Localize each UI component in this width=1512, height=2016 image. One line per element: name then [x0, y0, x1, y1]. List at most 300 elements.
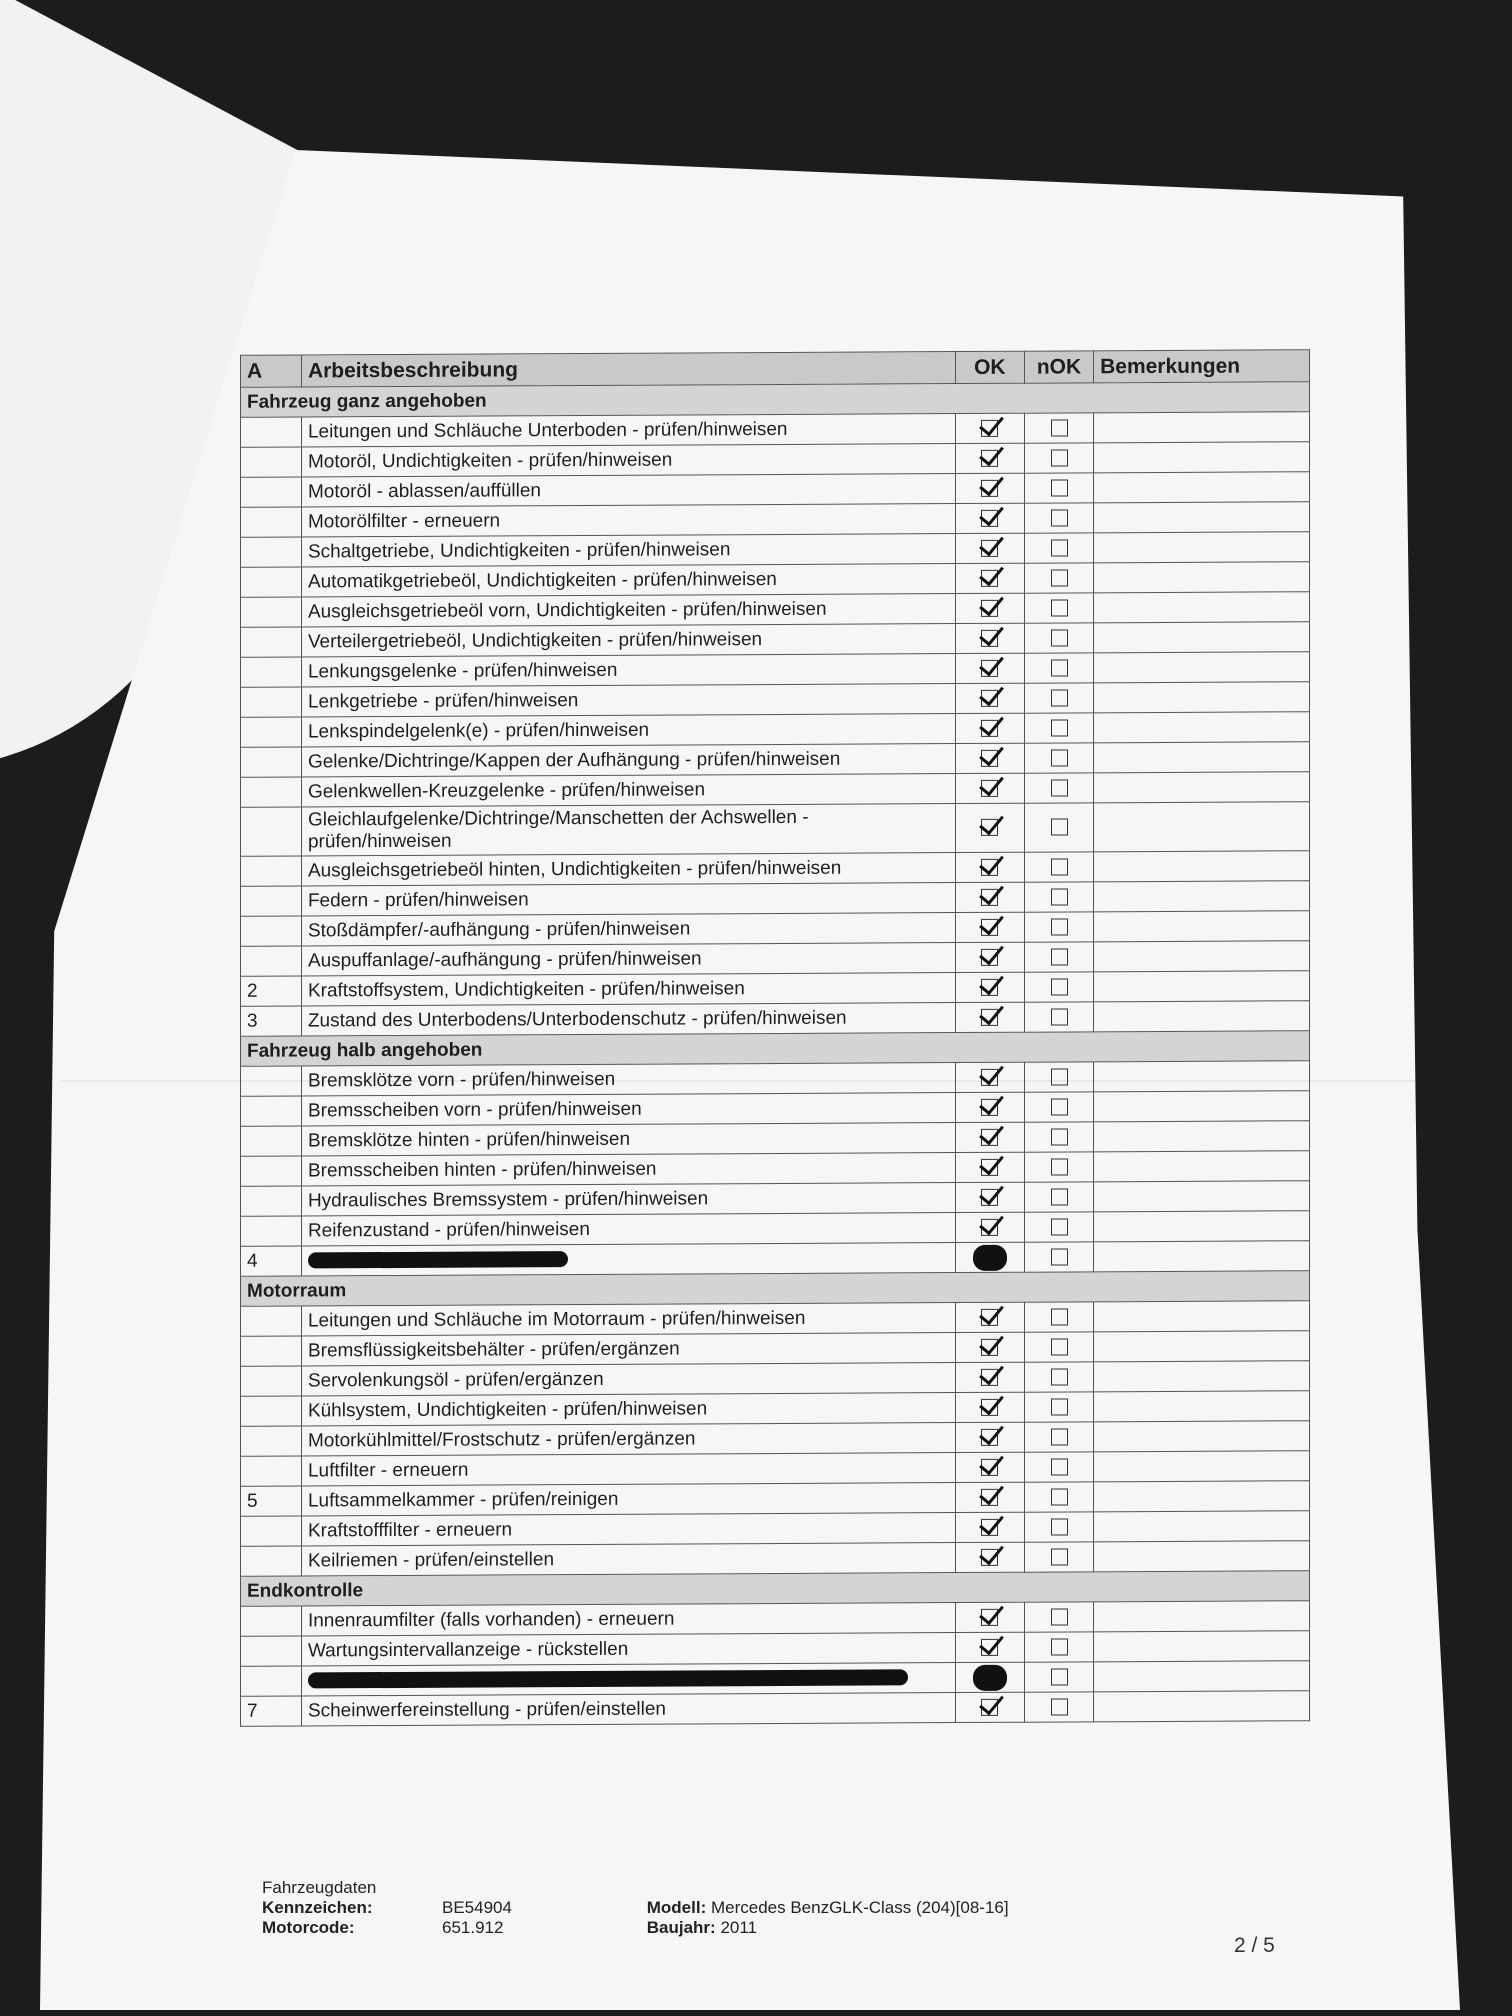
plate-label: Kennzeichen: [262, 1898, 373, 1917]
nok-checkbox[interactable] [1051, 659, 1068, 676]
ok-cell [955, 413, 1024, 443]
ok-cell [955, 1242, 1024, 1272]
nok-cell [1024, 1302, 1093, 1332]
header-ok: OK [955, 351, 1024, 383]
remarks-cell[interactable] [1094, 1241, 1310, 1272]
nok-checkbox[interactable] [1051, 1638, 1068, 1655]
nok-checkbox[interactable] [1051, 719, 1068, 736]
ok-cell [955, 1152, 1024, 1182]
row-number [241, 1336, 302, 1366]
row-number [241, 1306, 302, 1336]
row-number [241, 856, 302, 886]
row-description: Bremsscheiben vorn - prüfen/hinweisen [301, 1093, 955, 1126]
row-description [301, 1663, 955, 1696]
ok-checkbox[interactable] [981, 600, 998, 617]
row-number [241, 886, 302, 916]
nok-checkbox[interactable] [1051, 918, 1068, 935]
remarks-cell[interactable] [1094, 851, 1310, 882]
nok-checkbox[interactable] [1051, 509, 1068, 526]
row-number [241, 687, 302, 717]
ok-cell [955, 1452, 1024, 1482]
row-number [241, 1456, 302, 1486]
remarks-cell[interactable] [1094, 442, 1310, 473]
ok-checkbox[interactable] [981, 1489, 998, 1506]
ok-cell [955, 1422, 1024, 1452]
remarks-cell[interactable] [1094, 1601, 1310, 1632]
row-number [241, 1066, 302, 1096]
row-description: Gelenke/Dichtringe/Kappen der Aufhängung - prüfen/hinweisen [301, 744, 955, 777]
remarks-cell[interactable] [1094, 1181, 1310, 1212]
nok-cell [1024, 1512, 1093, 1542]
nok-checkbox[interactable] [1051, 569, 1068, 586]
ok-checkbox[interactable] [981, 1219, 998, 1236]
nok-cell [1024, 533, 1093, 563]
nok-checkbox[interactable] [1051, 858, 1068, 875]
ok-cell [955, 533, 1024, 563]
ok-checkbox[interactable] [981, 420, 998, 437]
row-description: Motoröl - ablassen/auffüllen [301, 474, 955, 507]
row-description: Hydraulisches Bremssystem - prüfen/hinweisen [301, 1183, 955, 1216]
nok-checkbox[interactable] [1051, 1488, 1068, 1505]
nok-checkbox[interactable] [1051, 1398, 1068, 1415]
ok-cell [955, 443, 1024, 473]
ok-checkbox[interactable] [981, 949, 998, 966]
nok-cell [1024, 1422, 1093, 1452]
nok-cell [1024, 713, 1093, 743]
row-description: Bremsklötze vorn - prüfen/hinweisen [301, 1063, 955, 1096]
remarks-cell[interactable] [1094, 802, 1310, 852]
year-label: Baujahr: [646, 1918, 716, 1937]
ok-cell [955, 1182, 1024, 1212]
ok-cell [955, 473, 1024, 503]
nok-checkbox[interactable] [1051, 449, 1068, 466]
ok-checkbox[interactable] [981, 750, 998, 767]
row-description: Ausgleichsgetriebeöl vorn, Undichtigkeiten - prüfen/hinweisen [301, 594, 955, 627]
nok-cell [1024, 1182, 1093, 1212]
ok-checkbox[interactable] [981, 1099, 998, 1116]
model-value: Mercedes BenzGLK-Class (204)[08-16] [710, 1898, 1009, 1917]
row-number [241, 1426, 302, 1456]
row-number [241, 747, 302, 777]
ok-checkbox[interactable] [981, 630, 998, 647]
row-description: Verteilergetriebeöl, Undichtigkeiten - prüfen/hinweisen [301, 624, 955, 657]
row-number [241, 807, 302, 856]
row-number: 4 [241, 1246, 302, 1276]
row-description: Ausgleichsgetriebeöl hinten, Undichtigkeiten - prüfen/hinweisen [301, 853, 955, 886]
nok-cell [1024, 1482, 1093, 1512]
nok-cell [1024, 972, 1093, 1002]
ok-checkbox[interactable] [981, 660, 998, 677]
nok-checkbox[interactable] [1051, 1098, 1068, 1115]
remarks-cell[interactable] [1094, 1451, 1310, 1482]
remarks-cell[interactable] [1094, 562, 1310, 593]
remarks-cell[interactable] [1094, 1001, 1310, 1032]
redacted-text [308, 1670, 908, 1689]
row-description: Wartungsintervallanzeige - rückstellen [301, 1633, 955, 1666]
nok-checkbox[interactable] [1051, 599, 1068, 616]
nok-cell [1024, 1362, 1093, 1392]
ok-cell [955, 1602, 1024, 1632]
ok-cell [955, 1092, 1024, 1122]
nok-checkbox[interactable] [1051, 948, 1068, 965]
ok-checkbox[interactable] [981, 1459, 998, 1476]
nok-cell [1024, 503, 1093, 533]
ok-cell [955, 1002, 1024, 1032]
ok-cell [955, 1632, 1024, 1662]
remarks-cell[interactable] [1094, 1301, 1310, 1332]
ok-checkbox[interactable] [981, 570, 998, 587]
remarks-cell[interactable] [1094, 1541, 1310, 1572]
remarks-cell[interactable] [1094, 592, 1310, 623]
ok-cell [955, 1332, 1024, 1362]
remarks-cell[interactable] [1094, 652, 1310, 683]
ok-checkbox[interactable] [981, 1549, 998, 1566]
nok-checkbox[interactable] [1051, 1518, 1068, 1535]
remarks-cell[interactable] [1094, 971, 1310, 1002]
nok-checkbox[interactable] [1051, 1428, 1068, 1445]
nok-cell [1024, 1632, 1093, 1662]
nok-cell [1024, 1152, 1093, 1182]
nok-cell [1024, 942, 1093, 972]
ok-checkbox[interactable] [981, 1699, 998, 1716]
remarks-cell[interactable] [1094, 1421, 1310, 1452]
row-number [241, 477, 302, 507]
ok-checkbox[interactable] [981, 1009, 998, 1026]
header-work-description: Arbeitsbeschreibung [301, 352, 955, 387]
row-number [241, 1636, 302, 1666]
remarks-cell[interactable] [1094, 1661, 1310, 1692]
nok-checkbox[interactable] [1051, 689, 1068, 706]
ink-blot-checkbox[interactable] [973, 1244, 1007, 1270]
ok-checkbox[interactable] [981, 720, 998, 737]
row-description: Lenkungsgelenke - prüfen/hinweisen [301, 654, 955, 687]
header-remarks: Bemerkungen [1094, 350, 1310, 383]
ok-cell [955, 773, 1024, 803]
nok-cell [1024, 413, 1093, 443]
ok-cell [955, 503, 1024, 533]
row-description: Gleichlaufgelenke/Dichtringe/Manschetten der Achswellen - prüfen/hinweisen [301, 804, 955, 856]
row-number [241, 597, 302, 627]
remarks-cell[interactable] [1094, 1121, 1310, 1152]
table-row [241, 802, 1310, 857]
nok-cell [1024, 1392, 1093, 1422]
row-number [241, 1216, 302, 1246]
ok-checkbox[interactable] [981, 1369, 998, 1386]
row-description: Motoröl, Undichtigkeiten - prüfen/hinweisen [301, 444, 955, 477]
nok-cell [1024, 443, 1093, 473]
redacted-text [308, 1252, 568, 1269]
vehicle-data-title: Fahrzeugdaten [262, 1878, 377, 1897]
year-value: 2011 [720, 1918, 757, 1937]
nok-checkbox[interactable] [1051, 1548, 1068, 1565]
nok-cell [1024, 1452, 1093, 1482]
ok-cell [955, 852, 1024, 882]
nok-cell [1024, 1122, 1093, 1152]
ok-cell [955, 653, 1024, 683]
row-number: 2 [241, 976, 302, 1006]
nok-cell [1024, 1662, 1093, 1692]
nok-checkbox[interactable] [1051, 629, 1068, 646]
row-number [241, 657, 302, 687]
remarks-cell[interactable] [1094, 682, 1310, 713]
ok-cell [955, 912, 1024, 942]
nok-cell [1024, 1242, 1093, 1272]
row-description: Kühlsystem, Undichtigkeiten - prüfen/hinweisen [301, 1393, 955, 1426]
ok-cell [955, 1062, 1024, 1092]
nok-cell [1024, 593, 1093, 623]
remarks-cell[interactable] [1094, 881, 1310, 912]
nok-checkbox[interactable] [1051, 1218, 1068, 1235]
row-description: Motorkühlmittel/Frostschutz - prüfen/ergänzen [301, 1423, 955, 1456]
nok-checkbox[interactable] [1051, 479, 1068, 496]
row-description: Bremsscheiben hinten - prüfen/hinweisen [301, 1153, 955, 1186]
nok-cell [1024, 683, 1093, 713]
section-title: Fahrzeug ganz angehoben [241, 382, 1310, 418]
ok-checkbox[interactable] [981, 510, 998, 527]
ok-cell [955, 623, 1024, 653]
nok-cell [1024, 1092, 1093, 1122]
engine-code-label: Motorcode: [262, 1918, 355, 1937]
ok-cell [955, 683, 1024, 713]
row-number: 3 [241, 1006, 302, 1036]
nok-checkbox[interactable] [1051, 1608, 1068, 1625]
row-description: Leitungen und Schläuche Unterboden - prüfen/hinweisen [301, 414, 955, 447]
nok-cell [1024, 1002, 1093, 1032]
ok-cell [955, 882, 1024, 912]
table-row [241, 1691, 1310, 1727]
section-title: Endkontrolle [241, 1571, 1310, 1607]
nok-cell [1024, 1332, 1093, 1362]
ok-cell [955, 713, 1024, 743]
remarks-cell[interactable] [1094, 742, 1310, 773]
row-number [241, 946, 302, 976]
ok-cell [955, 803, 1024, 852]
nok-checkbox[interactable] [1051, 1668, 1068, 1685]
row-number [241, 1666, 302, 1696]
ok-cell [955, 972, 1024, 1002]
nok-checkbox[interactable] [1051, 819, 1068, 836]
ok-checkbox[interactable] [981, 1129, 998, 1146]
remarks-cell[interactable] [1094, 941, 1310, 972]
ok-checkbox[interactable] [981, 1639, 998, 1656]
row-description: Bremsklötze hinten - prüfen/hinweisen [301, 1123, 955, 1156]
nok-cell [1024, 623, 1093, 653]
ok-checkbox[interactable] [981, 1309, 998, 1326]
nok-checkbox[interactable] [1051, 1368, 1068, 1385]
row-description: Scheinwerfereinstellung - prüfen/einstellen [301, 1693, 955, 1726]
row-description: Leitungen und Schläuche im Motorraum - prüfen/hinweisen [301, 1303, 955, 1336]
nok-cell [1024, 1602, 1093, 1632]
ok-checkbox[interactable] [981, 1159, 998, 1176]
nok-checkbox[interactable] [1051, 749, 1068, 766]
row-number [241, 1396, 302, 1426]
row-number [241, 1606, 302, 1636]
plate-value: BE54904 [442, 1898, 512, 1917]
nok-cell [1024, 1692, 1093, 1722]
row-number [241, 916, 302, 946]
row-description: Stoßdämpfer/-aufhängung - prüfen/hinweisen [301, 913, 955, 946]
ok-cell [955, 1482, 1024, 1512]
remarks-cell[interactable] [1094, 1481, 1310, 1512]
row-number [241, 1126, 302, 1156]
ok-cell [955, 1362, 1024, 1392]
ok-cell [955, 1662, 1024, 1692]
row-number [241, 447, 302, 477]
row-description: Zustand des Unterbodens/Unterbodenschutz - prüfen/hinweisen [301, 1003, 955, 1036]
nok-cell [1024, 852, 1093, 882]
ok-checkbox[interactable] [981, 1429, 998, 1446]
row-number [241, 1096, 302, 1126]
ok-cell [955, 743, 1024, 773]
nok-checkbox[interactable] [1051, 539, 1068, 556]
ok-checkbox[interactable] [981, 1399, 998, 1416]
nok-cell [1024, 882, 1093, 912]
remarks-cell[interactable] [1094, 412, 1310, 443]
nok-checkbox[interactable] [1051, 1308, 1068, 1325]
nok-checkbox[interactable] [1051, 1458, 1068, 1475]
remarks-cell[interactable] [1094, 1691, 1310, 1722]
remarks-cell[interactable] [1094, 1091, 1310, 1122]
nok-cell [1024, 473, 1093, 503]
row-number [241, 507, 302, 537]
nok-checkbox[interactable] [1051, 1008, 1068, 1025]
remarks-cell[interactable] [1094, 911, 1310, 942]
ok-cell [955, 1512, 1024, 1542]
remarks-cell[interactable] [1094, 1061, 1310, 1092]
remarks-cell[interactable] [1094, 1391, 1310, 1422]
row-number [241, 717, 302, 747]
nok-checkbox[interactable] [1051, 1128, 1068, 1145]
nok-checkbox[interactable] [1051, 978, 1068, 995]
ok-checkbox[interactable] [981, 979, 998, 996]
remarks-cell[interactable] [1094, 1151, 1310, 1182]
row-number [241, 417, 302, 447]
section-title: Motorraum [241, 1271, 1310, 1307]
remarks-cell[interactable] [1094, 502, 1310, 533]
nok-cell [1024, 653, 1093, 683]
row-number [241, 1156, 302, 1186]
remarks-cell[interactable] [1094, 532, 1310, 563]
ok-checkbox[interactable] [981, 480, 998, 497]
ok-checkbox[interactable] [981, 1339, 998, 1356]
row-description: Kraftstoffsystem, Undichtigkeiten - prüfen/hinweisen [301, 973, 955, 1006]
ok-checkbox[interactable] [981, 859, 998, 876]
row-description: Luftsammelkammer - prüfen/reinigen [301, 1483, 955, 1516]
row-description: Kraftstofffilter - erneuern [301, 1513, 955, 1546]
nok-cell [1024, 773, 1093, 803]
ok-checkbox[interactable] [981, 690, 998, 707]
row-description: Keilriemen - prüfen/einstellen [301, 1543, 955, 1576]
nok-checkbox[interactable] [1051, 888, 1068, 905]
ok-checkbox[interactable] [981, 450, 998, 467]
remarks-cell[interactable] [1094, 1211, 1310, 1242]
nok-cell [1024, 912, 1093, 942]
header-section-letter: A [241, 355, 302, 387]
row-number [241, 777, 302, 807]
row-description: Schaltgetriebe, Undichtigkeiten - prüfen/hinweisen [301, 534, 955, 567]
engine-code-value: 651.912 [442, 1918, 504, 1937]
ok-cell [955, 593, 1024, 623]
nok-cell [1024, 1542, 1093, 1572]
row-description: Servolenkungsöl - prüfen/ergänzen [301, 1363, 955, 1396]
model-label: Modell: [646, 1898, 707, 1917]
remarks-cell[interactable] [1094, 1361, 1310, 1392]
row-description: Motorölfilter - erneuern [301, 504, 955, 537]
row-number: 5 [241, 1486, 302, 1516]
row-number [241, 1366, 302, 1396]
page-number: 2 / 5 [1234, 1934, 1275, 1957]
nok-checkbox[interactable] [1051, 419, 1068, 436]
ok-checkbox[interactable] [981, 919, 998, 936]
ok-checkbox[interactable] [981, 1069, 998, 1086]
ok-checkbox[interactable] [981, 1189, 998, 1206]
ok-checkbox[interactable] [981, 889, 998, 906]
ok-cell [955, 563, 1024, 593]
ink-blot-checkbox[interactable] [973, 1664, 1007, 1690]
row-description: Bremsflüssigkeitsbehälter - prüfen/ergänzen [301, 1333, 955, 1366]
nok-checkbox[interactable] [1051, 1068, 1068, 1085]
remarks-cell[interactable] [1094, 772, 1310, 803]
row-number [241, 567, 302, 597]
nok-cell [1024, 803, 1093, 852]
row-description: Lenkspindelgelenk(e) - prüfen/hinweisen [301, 714, 955, 747]
row-number: 7 [241, 1696, 302, 1726]
nok-cell [1024, 1212, 1093, 1242]
nok-checkbox[interactable] [1051, 1188, 1068, 1205]
row-number [241, 1186, 302, 1216]
nok-checkbox[interactable] [1051, 1158, 1068, 1175]
ok-cell [955, 1692, 1024, 1722]
remarks-cell[interactable] [1094, 1511, 1310, 1542]
ok-checkbox[interactable] [981, 819, 998, 836]
nok-checkbox[interactable] [1051, 1338, 1068, 1355]
remarks-cell[interactable] [1094, 472, 1310, 503]
nok-cell [1024, 563, 1093, 593]
ok-checkbox[interactable] [981, 540, 998, 557]
ok-cell [955, 1212, 1024, 1242]
nok-checkbox[interactable] [1051, 779, 1068, 796]
remarks-cell[interactable] [1094, 1631, 1310, 1662]
ok-checkbox[interactable] [981, 1609, 998, 1626]
ok-cell [955, 1542, 1024, 1572]
nok-cell [1024, 1062, 1093, 1092]
row-number [241, 1516, 302, 1546]
nok-cell [1024, 743, 1093, 773]
ok-checkbox[interactable] [981, 1519, 998, 1536]
nok-checkbox[interactable] [1051, 1248, 1068, 1265]
section-title: Fahrzeug halb angehoben [241, 1031, 1310, 1067]
ok-cell [955, 1302, 1024, 1332]
header-nok: nOK [1024, 351, 1093, 383]
row-description: Reifenzustand - prüfen/hinweisen [301, 1213, 955, 1246]
row-number [241, 1546, 302, 1576]
remarks-cell[interactable] [1094, 622, 1310, 653]
row-description: Automatikgetriebeöl, Undichtigkeiten - prüfen/hinweisen [301, 564, 955, 597]
row-number [241, 537, 302, 567]
vehicle-data-block [262, 1878, 1009, 1938]
ok-cell [955, 1392, 1024, 1422]
remarks-cell[interactable] [1094, 1331, 1310, 1362]
row-description: Auspuffanlage/-aufhängung - prüfen/hinweisen [301, 943, 955, 976]
nok-checkbox[interactable] [1051, 1698, 1068, 1715]
row-description: Gelenkwellen-Kreuzgelenke - prüfen/hinweisen [301, 774, 955, 807]
ok-cell [955, 942, 1024, 972]
ok-checkbox[interactable] [981, 780, 998, 797]
ok-cell [955, 1122, 1024, 1152]
remarks-cell[interactable] [1094, 712, 1310, 743]
row-description: Luftfilter - erneuern [301, 1453, 955, 1486]
row-number [241, 627, 302, 657]
